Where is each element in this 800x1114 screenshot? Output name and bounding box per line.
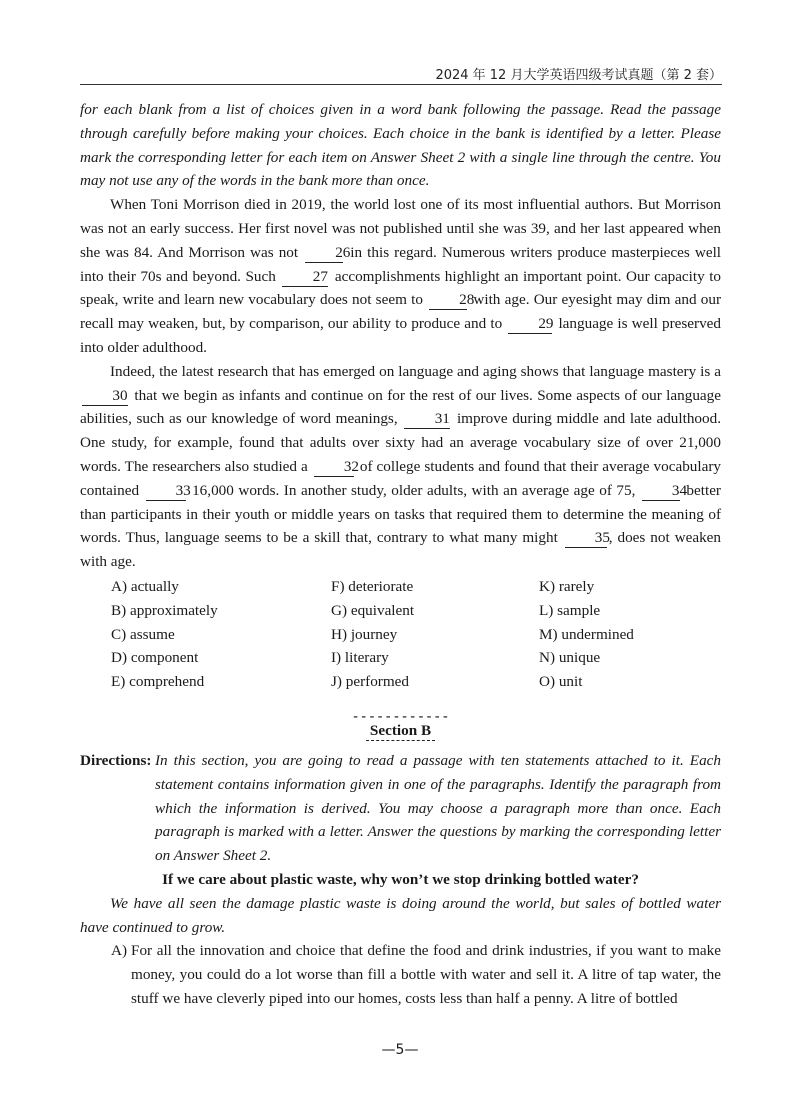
word-bank-item: M) undermined	[539, 625, 634, 643]
directions-block	[80, 749, 721, 868]
section-b-heading	[80, 708, 721, 741]
blank-30: 30	[82, 387, 128, 406]
page-content	[80, 98, 721, 1011]
directions-label: Directions:	[80, 751, 152, 769]
word-bank-item: J) performed	[331, 673, 410, 691]
passage-text: When Toni Morrison died in 2019, the world lost one of its most influential authors. But Morrison was not an early success. Her first novel was not published until she was 39, and her last appeared when she was 84. And Morrison was not	[80, 196, 721, 261]
paragraph-a	[80, 939, 721, 1010]
passage-intro: We have all seen the damage plastic waste is doing around the world, but sales of bottled water have continued to grow.	[80, 894, 721, 936]
blank-34: 34	[642, 482, 680, 501]
blank-28: 28	[429, 291, 467, 310]
word-bank-item: F) deteriorate	[331, 577, 414, 595]
word-bank-item: C) assume	[111, 625, 175, 643]
word-bank-item: D) component	[111, 649, 199, 667]
word-bank-item: K) rarely	[539, 577, 595, 595]
word-bank-item: O) unit	[539, 673, 583, 691]
word-bank-item: E) comprehend	[111, 673, 205, 691]
word-bank-item: H) journey	[331, 625, 398, 643]
paragraph-a-text: For all the innovation and choice that define the food and drink industries, if you want to make money, you could do a lot worse than fill a bottle with water and sell it. A litre of tap water, the stuff we have cleverly piped into our homes, costs less than half a penny. A litre of bottled	[131, 942, 721, 1007]
passage-text: improve during middle and late adulthood. One study, for example, found that adults over sixty had an average vocabulary size of over 21,000 words. The researchers also studied a	[80, 410, 722, 475]
passage-text: 16,000 words. In another study, older adults, with an average age of 75,	[192, 481, 636, 499]
passage-paragraph-2	[80, 360, 721, 574]
word-bank-item: I) literary	[331, 649, 389, 667]
header-title: 2024 年 12 月大学英语四级考试真题（第 2 套）	[435, 68, 722, 83]
word-bank-item: N) unique	[539, 649, 601, 667]
word-bank-item: A) actually	[111, 577, 179, 595]
blank-27: 27	[282, 268, 328, 287]
passage-text: in this regard. Numerous writers produce masterpieces well into their 70s and beyond. Such	[80, 243, 722, 285]
passage-text: better than participants in their youth or middle years on tasks that required them to determine the meaning of words. Thus, language seems to be a skill that, contrary to what many might	[80, 481, 721, 547]
blank-31: 31	[404, 410, 450, 429]
passage-paragraph-1	[80, 193, 721, 360]
passage-text: , does not weaken with age.	[80, 529, 722, 571]
instructions-text: for each blank from a list of choices given in a word bank following the passage. Read the passage through carefully before making your choices. Each choice in the bank is identified by a letter. Please mark the corresponding letter for each item on Answer Sheet 2 with a single line through the centre. You may not use any of the words in the bank more than once.	[80, 101, 721, 190]
passage-text: language is well preserved into older adulthood.	[80, 315, 721, 356]
passage-text: with age. Our eyesight may dim and our recall may weaken, but, by comparison, our ability to produce and to	[80, 291, 722, 333]
passage-text: accomplishments highlight an important point. Our capacity to speak, write and learn new vocabulary does not seem to	[80, 267, 722, 309]
blank-32: 32	[314, 458, 354, 477]
passage-text: Indeed, the latest research that has emerged on language and aging shows that language mastery is a	[110, 362, 721, 380]
page-number: —5—	[381, 1042, 419, 1058]
passage-text: of college students and found that their average vocabulary contained	[80, 457, 721, 499]
paragraph-a-label: A)	[111, 942, 128, 960]
word-bank-item: L) sample	[539, 601, 601, 619]
blank-29: 29	[508, 315, 552, 334]
blank-33: 33	[146, 482, 186, 501]
word-bank-item: B) approximately	[111, 601, 218, 619]
word-bank-item: G) equivalent	[331, 601, 415, 619]
blank-35: 35	[565, 529, 607, 548]
running-header	[80, 64, 722, 85]
directions-text: In this section, you are going to read a passage with ten statements attached to it. Each statement contains information given in one of the paragraphs. Identify the paragraph from which the information is derived. You may choose a paragraph more than once. Each paragraph is marked with a letter. Answer the questions by marking the corresponding letter on Answer Sheet 2.	[155, 751, 721, 865]
word-bank	[80, 575, 721, 694]
section-divider: - - - - - - - - - - - -	[353, 708, 448, 724]
passage-title: If we care about plastic waste, why won’t we stop drinking bottled water?	[162, 870, 639, 888]
section-b-label: Section B	[366, 722, 435, 741]
passage-text: that we begin as infants and continue on for the rest of our lives. Some aspects of our language abilities, such as our knowledge of word meanings,	[80, 386, 722, 428]
blank-26: 26	[305, 244, 343, 263]
